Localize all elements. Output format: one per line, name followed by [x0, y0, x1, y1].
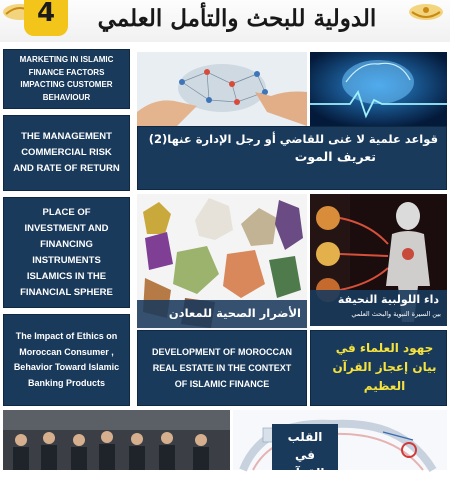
minerals-caption-band[interactable]	[137, 300, 307, 328]
brain-image	[310, 52, 447, 126]
network-image	[137, 52, 307, 126]
article-photo-conference[interactable]	[3, 410, 230, 470]
article-title: DEVELOPMENT OF MOROCCAN REAL ESTATE IN THE CONTEXT OF ISLAMIC FINANCE	[151, 347, 292, 389]
article-photo-heart[interactable]	[233, 410, 447, 470]
article-tile-commercial-risk[interactable]	[3, 115, 130, 191]
heart-caption: القلب في القرآن	[285, 430, 325, 480]
site-logo-right[interactable]	[406, 0, 446, 24]
article-title: MARKETING IN ISLAMIC FINANCE FACTORS IMPACTING CUSTOMER BEHAVIOUR	[19, 55, 114, 102]
leukemia-subtitle: بين السيرة النبوية والبحث العلمي	[351, 310, 441, 318]
minerals-caption: الأضرار الصحية للمعادن	[168, 306, 301, 320]
leukemia-caption-band[interactable]	[310, 290, 447, 326]
brain-caption-line2: تعريف الموت	[294, 149, 376, 164]
article-tile-investment[interactable]	[3, 197, 130, 308]
site-title[interactable]: الدولية للبحث والتأمل العلمي	[97, 5, 377, 32]
quran-tile-title: جهود العلماء في بيان إعجاز القرآن العظيم	[332, 341, 437, 393]
heart-diagram-image	[233, 410, 447, 470]
brain-caption-line1: قواعد علمية لا غنى للقاضي أو رجل الإدارة عنها(2)	[148, 132, 438, 146]
conference-image	[3, 410, 230, 470]
article-tile-real-estate[interactable]	[137, 330, 307, 406]
heart-caption-band[interactable]	[272, 424, 338, 480]
article-tile-quran[interactable]	[310, 330, 447, 406]
leukemia-title: داء اللولبية النحيفة	[337, 293, 439, 306]
article-title: THE MANAGEMENT COMMERCIAL RISK AND RATE OF RETURN	[13, 131, 120, 174]
article-title: PLACE OF INVESTMENT AND FINANCING INSTRUMENTS ISLAMICS IN THE FINANCIAL SPHERE	[20, 206, 113, 298]
article-title: The Impact of Ethics on Moroccan Consumer , Behavior Toward Islamic Banking Products	[13, 331, 120, 388]
article-photo-brain[interactable]	[310, 52, 447, 126]
article-tile-ethics[interactable]	[3, 314, 130, 406]
article-photo-network[interactable]	[137, 52, 307, 126]
article-tile-marketing[interactable]	[3, 49, 130, 109]
site-banner	[0, 0, 450, 42]
brain-article-caption[interactable]	[137, 126, 447, 190]
issue-number-badge[interactable]: 4	[24, 0, 68, 36]
